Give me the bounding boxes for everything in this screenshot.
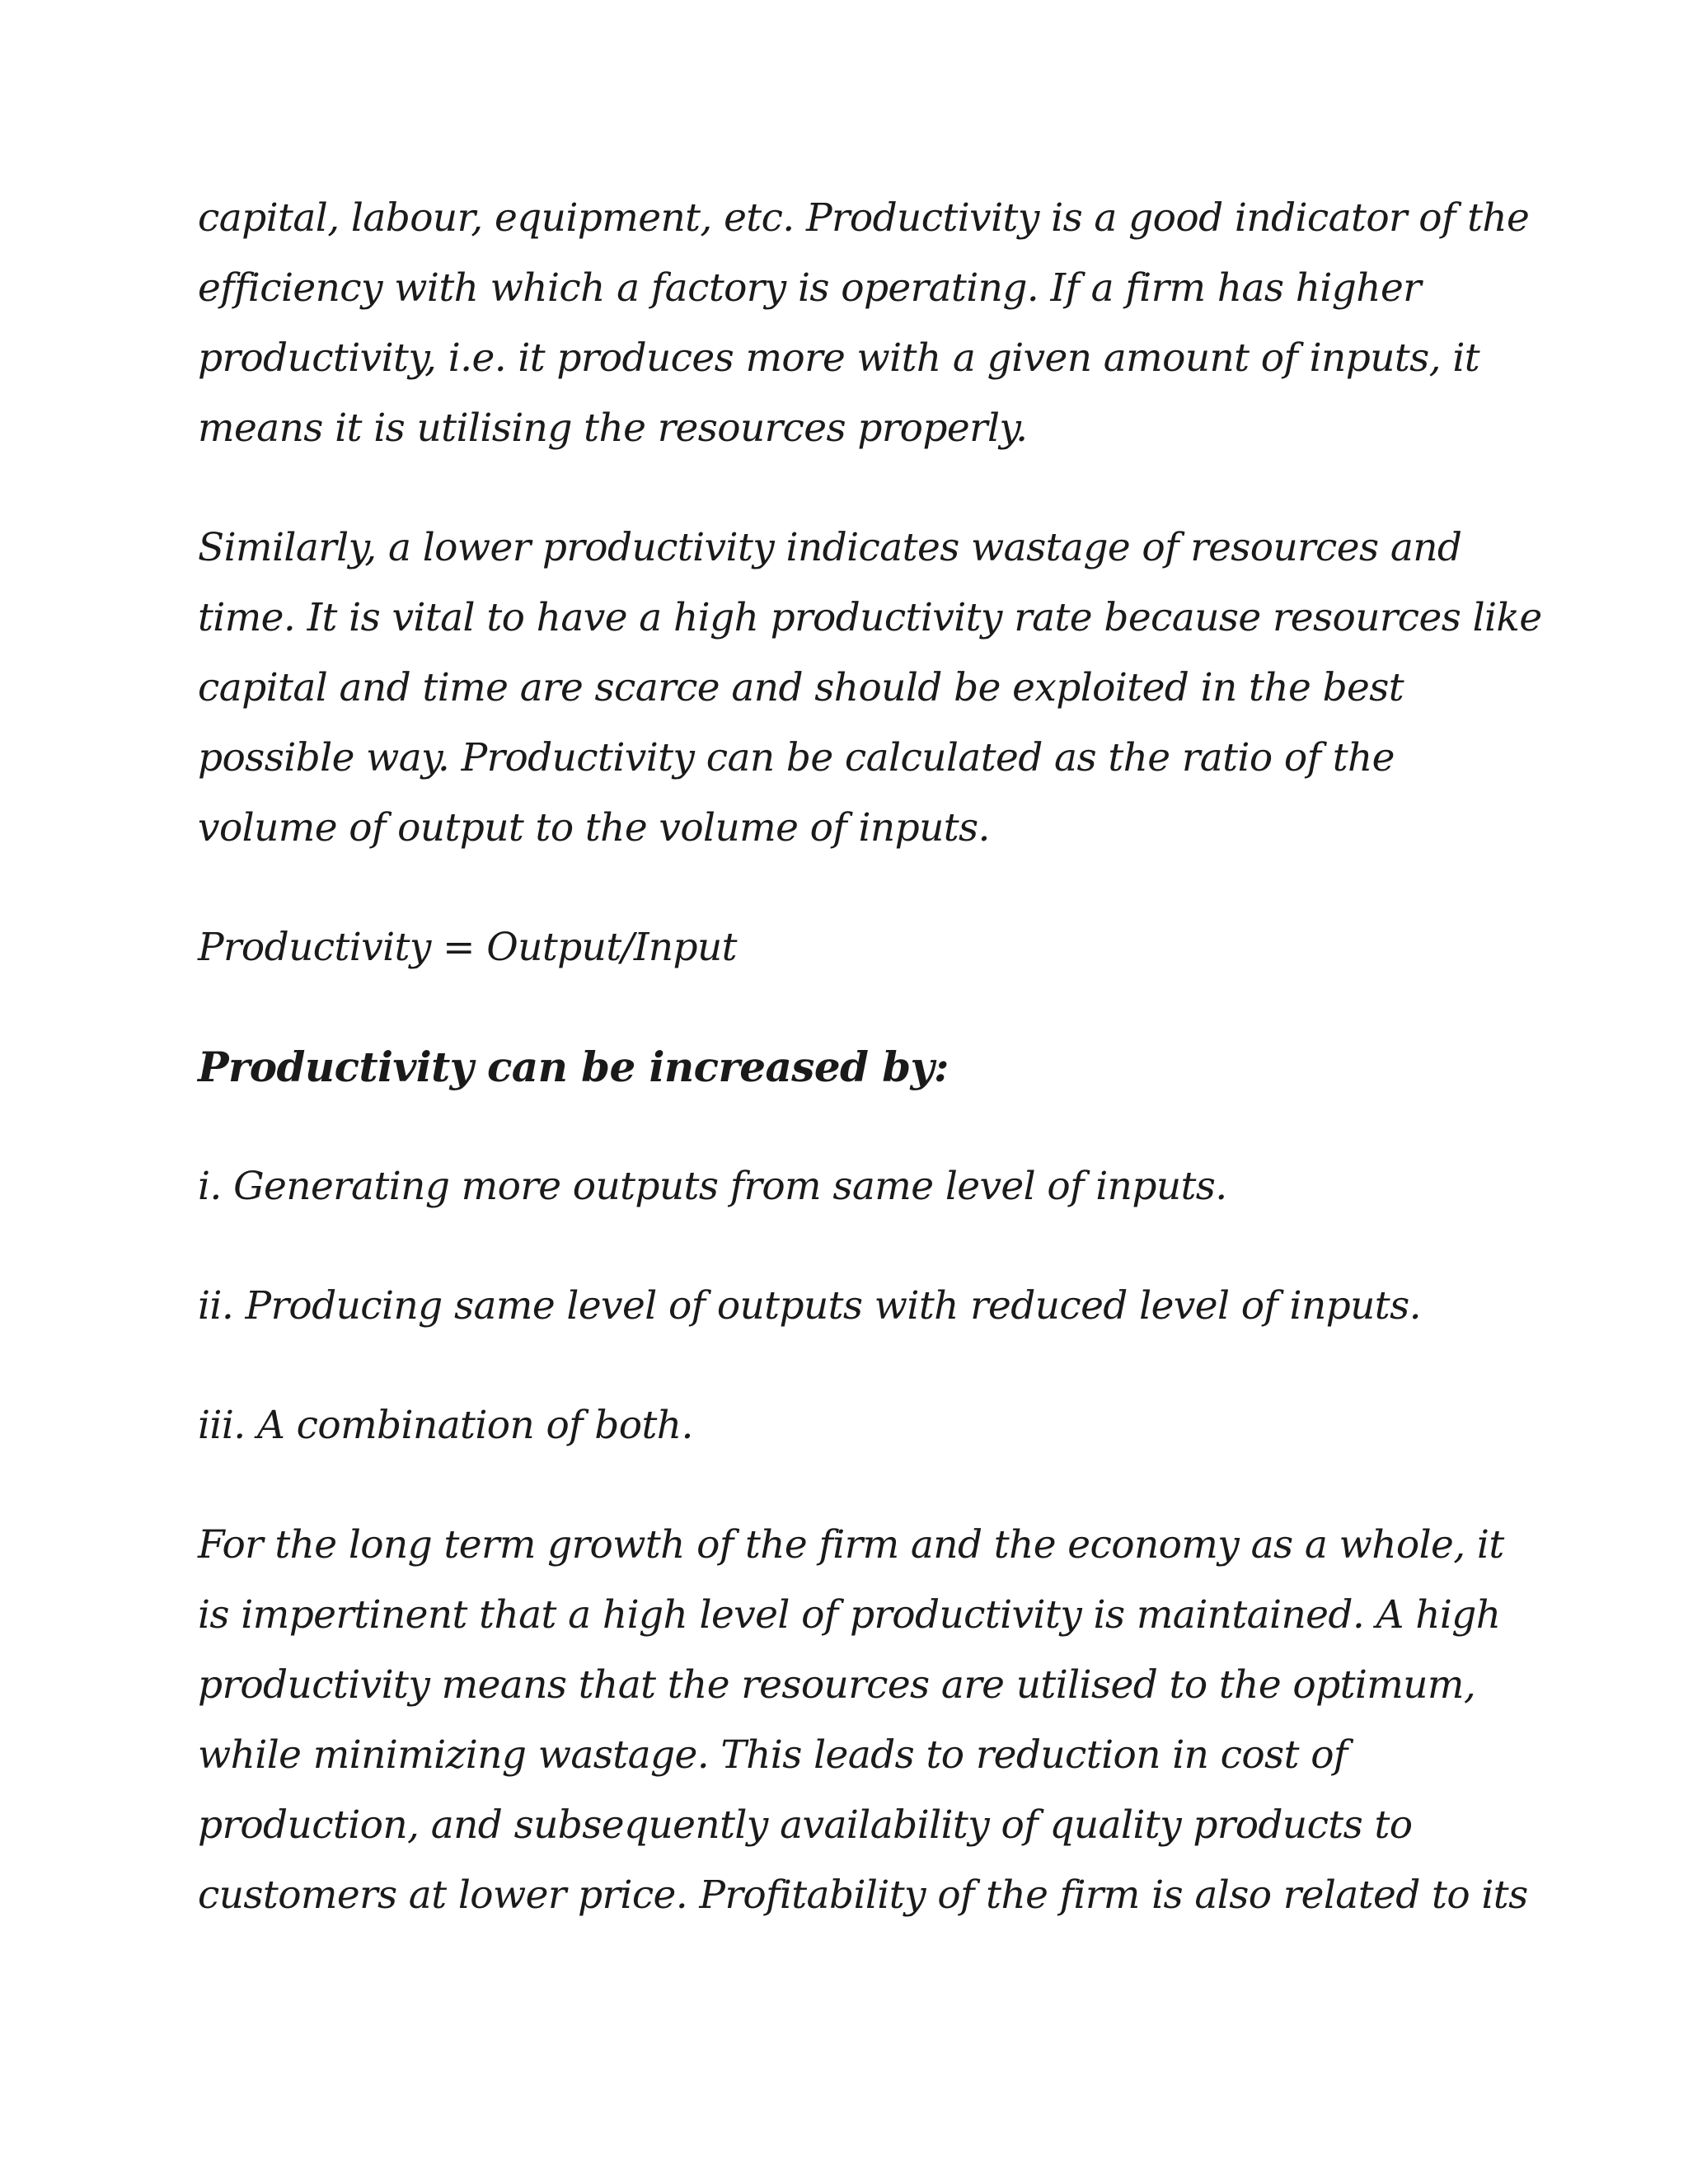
list-item: iii. A combination of both. — [198, 1403, 693, 1448]
text-line: is impertinent that a high level of productivity is maintained. A high — [198, 1592, 1501, 1638]
text-line: customers at lower price. Profitability of the firm is also related to its — [198, 1872, 1528, 1918]
document-page — [198, 0, 1542, 2184]
text-line: while minimizing wastage. This leads to reduction in cost of — [198, 1732, 1348, 1778]
text-line: productivity means that the resources are utilised to the optimum, — [198, 1662, 1476, 1708]
text-line: productivity, i.e. it produces more with a given amount of inputs, it — [198, 335, 1480, 381]
section-heading: Productivity can be increased by: — [198, 1043, 949, 1091]
text-line: production, and subsequently availability of quality products to — [198, 1802, 1413, 1848]
list-item: ii. Producing same level of outputs with reduced level of inputs. — [198, 1283, 1421, 1329]
text-line: means it is utilising the resources properly. — [198, 405, 1028, 451]
text-line: time. It is vital to have a high productivity rate because resources like — [198, 595, 1542, 640]
text-line: Similarly, a lower productivity indicates wastage of resources and — [198, 525, 1462, 570]
text-line: For the long term growth of the firm and the economy as a whole, it — [198, 1522, 1504, 1568]
text-line: efficiency with which a factory is operating. If a firm has higher — [198, 265, 1422, 311]
formula-line: Productivity = Output/Input — [198, 925, 737, 970]
text-line: possible way. Productivity can be calculated as the ratio of the — [198, 735, 1395, 780]
text-line: capital, labour, equipment, etc. Productivity is a good indicator of the — [198, 195, 1530, 241]
text-line: capital and time are scarce and should be exploited in the best — [198, 665, 1404, 710]
list-item: i. Generating more outputs from same level of inputs. — [198, 1164, 1227, 1209]
text-line: volume of output to the volume of inputs. — [198, 805, 990, 851]
